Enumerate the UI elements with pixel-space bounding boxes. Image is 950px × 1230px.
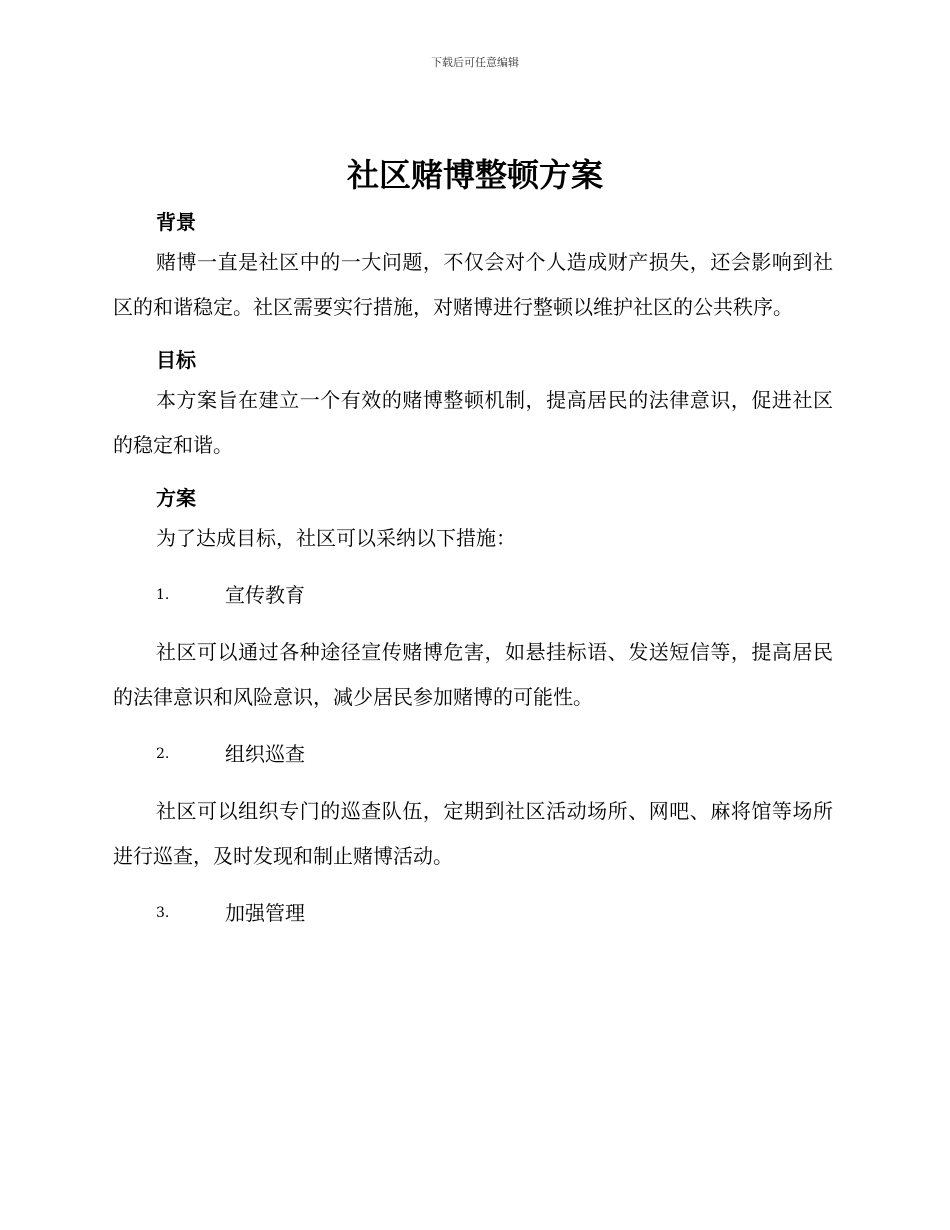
document-body: [113, 204, 833, 948]
list-label: 宣传教育: [225, 583, 305, 607]
section-goal: [113, 342, 833, 468]
paragraph: 社区可以组织专门的巡查队伍，定期到社区活动场所、网吧、麻将馆等场所进行巡查，及时发现和制止赌博活动。: [113, 799, 833, 868]
list-item: [156, 732, 833, 777]
document-title: 社区赌博整顿方案: [346, 156, 603, 194]
list-item: [156, 891, 833, 936]
section-background: [113, 204, 833, 330]
section-heading: 方案: [156, 486, 196, 510]
list-number: 1.: [156, 587, 170, 603]
list-label: 加强管理: [225, 901, 305, 925]
section-heading: 背景: [156, 210, 196, 234]
list-label: 组织巡查: [225, 742, 305, 766]
section-plan: [113, 480, 833, 561]
header-note: 下载后可任意编辑: [431, 56, 519, 69]
paragraph: 本方案旨在建立一个有效的赌博整顿机制，提高居民的法律意识，促进社区的稳定和谐。: [113, 388, 833, 457]
section-heading: 目标: [156, 348, 196, 372]
list-number: 3.: [156, 905, 170, 921]
paragraph: 社区可以通过各种途径宣传赌博危害，如悬挂标语、发送短信等，提高居民的法律意识和风险意识，减少居民参加赌博的可能性。: [113, 640, 833, 709]
paragraph: 为了达成目标，社区可以采纳以下措施：: [156, 526, 516, 550]
list-item: [156, 573, 833, 618]
paragraph: 赌博一直是社区中的一大问题，不仅会对个人造成财产损失，还会影响到社区的和谐稳定。社区需要实行措施，对赌博进行整顿以维护社区的公共秩序。: [113, 250, 833, 319]
list-number: 2.: [156, 746, 170, 762]
